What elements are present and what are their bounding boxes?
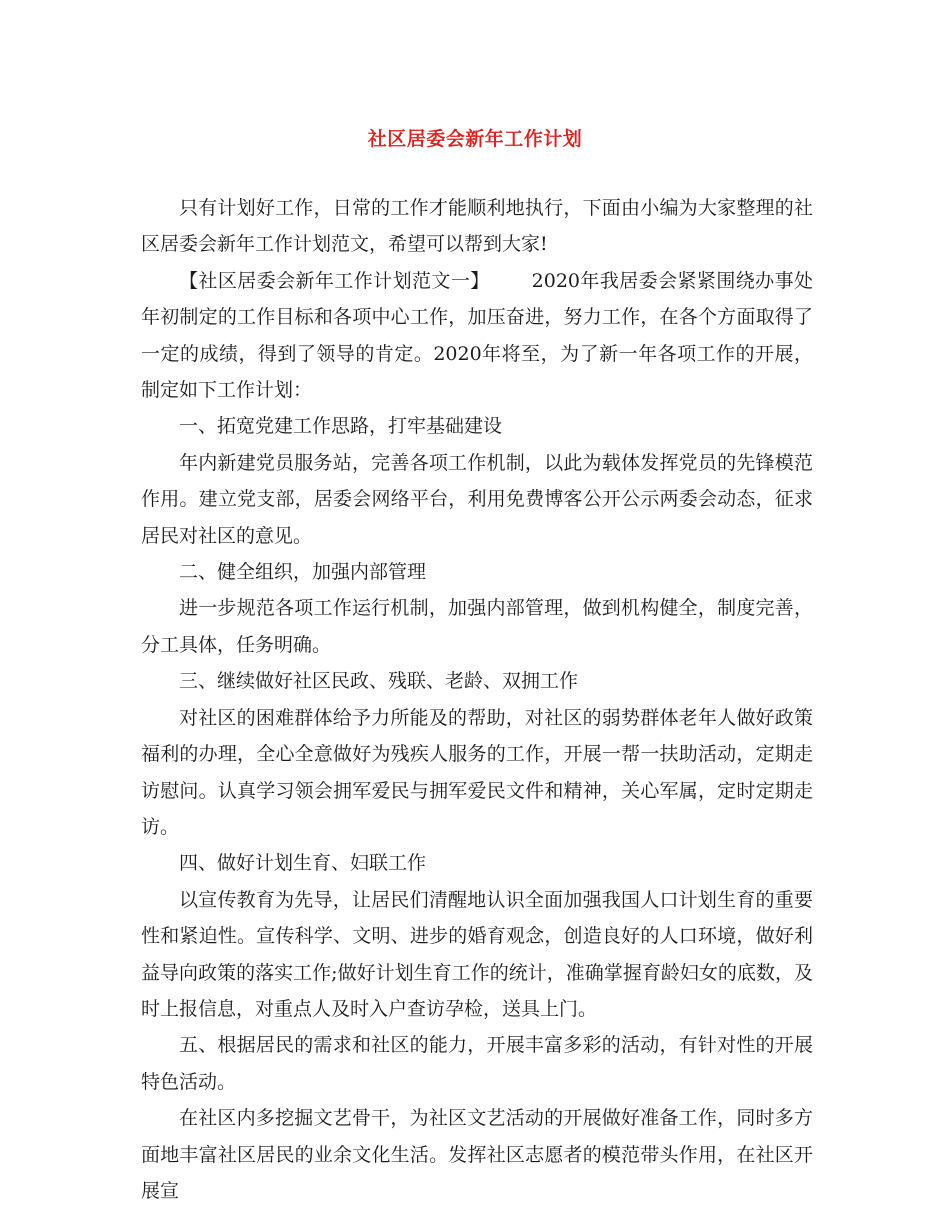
section-heading-5: 五、根据居民的需求和社区的能力，开展丰富多彩的活动，有针对性的开展特色活动。 xyxy=(141,1034,813,1093)
paragraph: 在社区内多挖掘文艺骨干，为社区文艺活动的开展做好准备工作，同时多方面地丰富社区居民的业余文化生活。发挥社区志愿者的模范带头作用，在社区开展宣 xyxy=(141,1107,813,1202)
intro-paragraph: 只有计划好工作，日常的工作才能顺利地执行，下面由小编为大家整理的社区居委会新年工作计划范文，希望可以帮到大家! xyxy=(141,197,813,256)
section-heading-1: 一、拓宽党建工作思路，打牢基础建设 xyxy=(179,415,503,438)
paragraph: 进一步规范各项工作运行机制，加强内部管理，做到机构健全，制度完善，分工具体，任务明确。 xyxy=(141,597,813,656)
paragraph: 以宣传教育为先导，让居民们清醒地认识全面加强我国人口计划生育的重要性和紧迫性。宣传科学、文明、进步的婚育观念，创造良好的人口环境，做好利益导向政策的落实工作;做好计划生育工作的统计，准确掌握育龄妇女的底数，及时上报信息，对重点人及时入户查访孕检，送具上门。 xyxy=(141,888,813,1020)
sample-text: 2020年我居委会紧紧围绕办事处年初制定的工作目标和各项中心工作，加压奋进，努力工作，在各个方面取得了一定的成绩，得到了领导的肯定。2020年将至，为了新一年各项工作的开展，制定如下工作计划： xyxy=(141,269,813,402)
document-title: 社区居委会新年工作计划 xyxy=(367,128,583,150)
section-heading-3: 三、继续做好社区民政、残联、老龄、双拥工作 xyxy=(179,670,579,693)
section-heading-2: 二、健全组织，加强内部管理 xyxy=(179,561,427,584)
section-heading-4: 四、做好计划生育、妇联工作 xyxy=(179,852,427,875)
paragraph-sample-one xyxy=(141,263,813,409)
document-body xyxy=(141,190,813,1209)
paragraph: 年内新建党员服务站，完善各项工作机制，以此为载体发挥党员的先锋模范作用。建立党支部，居委会网络平台，利用免费博客公开公示两委会动态，征求居民对社区的意见。 xyxy=(141,451,813,547)
sample-label: 【社区居委会新年工作计划范文一】 xyxy=(179,269,490,292)
paragraph: 对社区的困难群体给予力所能及的帮助，对社区的弱势群体老年人做好政策福利的办理，全心全意做好为残疾人服务的工作，开展一帮一扶助活动，定期走访慰问。认真学习领会拥军爱民与拥军爱民文件和精神，关心军属，定时定期走访。 xyxy=(141,706,813,838)
